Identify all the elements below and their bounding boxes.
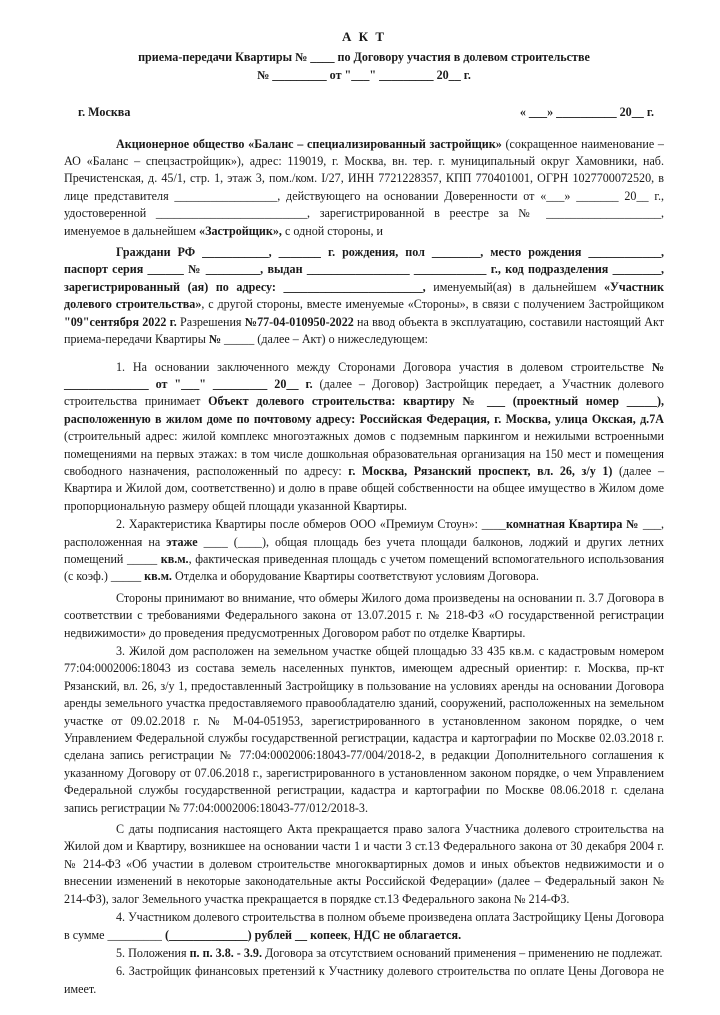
- date-blank: « ___» __________ 20__ г.: [519, 105, 654, 120]
- participant-term: «Участник долевого строительства»: [64, 279, 664, 312]
- permit-number: №77-04-010950-2022: [244, 314, 354, 329]
- clause-1: 1. На основании заключенного между Сторонами Договора участия в долевом строительстве № ______________ от "___" _________ 20__ г. (далее – Договор) Застройщик передает, а Участник долевого строительства принимает Объект долевого строительства: квартиру № ___ (проектный номер _____), расположенную в жилом доме по почтовому адресу: Российская Федерация, г. Москва, улица Окская, д.7А (строительный адрес: жилой комплекс многоэтажных домов с подземным паркингом и нежилыми встроенными помещениями на первых этажах: в том числе дошкольная образовательная организация на 150 мест и помещения свободного назначения, расположенный по адресу: г. Москва, Рязанский проспект, вл. 26, з/у 1) (далее – Квартира и Жилой дом, соответственно) и долю в праве общей собственности на общее имущество в Жилом доме пропорциональную размеру общей площади указанной Квартиры.: [64, 359, 664, 513]
- clause-5: 5. Положения п. п. 3.8. - 3.9. Договора за отсутствием оснований применения – применению не подлежат.: [116, 945, 663, 960]
- contract-reference: № _________ от "___" _________ 20__ г.: [257, 67, 471, 82]
- pledge-paragraph: С даты подписания настоящего Акта прекращается право залога Участника долевого строительства на Жилой дом и Квартиру, возникшее на основании части 1 и части 3 ст.13 Федерального закона от 30 декабря 2004 г. № 214-ФЗ «Об участии в долевом строительстве многоквартирных домов и иных объектов недвижимости и о внесении изменений в некоторые законодательные акты Российской Федерации» (далее – Федеральный закон № 214-ФЗ), залог Земельного участка прекращается в порядке ст.13 Федерального закона № 214-ФЗ.: [64, 822, 664, 906]
- citizen-details: Граждани РФ ___________, _______ г. рождения, пол ________, место рождения ____________, паспорт серия ______ № _________, выдан _________________ ____________ г., код подразделения ________, зарегистрированный (ая) по адресу: _______________________,: [64, 245, 664, 294]
- clause-2: 2. Характеристика Квартиры после обмеров ООО «Премиум Стоун»: ____комнатная Квартира № ___, расположенная на этаже ____ (____), общая площадь без учета площади балконов, лоджий и других летних помещений _____ кв.м., фактическая приведенная площадь с учетом помещений вспомогательного использования (с коэф.) _____ кв.м. Отделка и оборудование Квартиры соответствуют условиям Договора.: [64, 517, 665, 584]
- company-name: Акционерное общество «Баланс – специализированный застройщик»: [116, 136, 502, 151]
- clause-6: 6. Застройщик финансовых претензий к Участнику долевого строительства по оплате Цены Договора не имеет.: [64, 964, 664, 996]
- developer-term: «Застройщик»,: [199, 223, 282, 238]
- measurements-paragraph: Стороны принимают во внимание, что обмеры Жилого дома произведены на основании п. 3.7 Договора в соответствии с требованиями Федерального закона от 13.07.2015 г. № 218-ФЗ «О государственной регистрации недвижимости» до проведения предусмотренных Договором работ по отделке Квартиры.: [64, 590, 664, 640]
- intro-paragraph: Акционерное общество «Баланс – специализированный застройщик» (сокращенное наименование – АО «Баланс – спецзастройщик»), адрес: 119019, г. Москва, вн. тер. г. муниципальный округ Хамовники, наб. Пречистенская, д. 45/1, стр. 1, этаж 3, пом./ком. I/27, ИНН 7721228357, КПП 770401001, ОГРН 1027700072520, в лице представителя _________________, действующего на основании Доверенности от «___» _______ 20__ г., удостоверенной _________________________, зарегистрированной в реестре за № ___________________, именуемое в дальнейшем «Застройщик», с одной стороны, и: [64, 136, 664, 238]
- vat-note: НДС не облагается.: [353, 927, 462, 942]
- citizen-paragraph: Граждани РФ ___________, _______ г. рождения, пол ________, место рождения ____________, паспорт серия ______ № _________, выдан _________________ ____________ г., код подразделения ________, зарегистрированный (ая) по адресу: _______________________, именуемый(ая) в дальнейшем «Участник долевого строительства», с другой стороны, вместе именуемые «Стороны», в связи с получением Застройщиком "09"сентября 2022 г. Разрешения №77-04-010950-2022 на ввод объекта в эксплуатацию, составили настоящий Акт приема-передачи Квартиры № _____ (далее – Акт) о нижеследующем:: [64, 245, 664, 347]
- contract-number: № ______________ от "___" _________ 20__ г.: [64, 359, 664, 391]
- clause-3: 3. Жилой дом расположен на земельном участке общей площадью 33 435 кв.м. с кадастровым номером 77:04:0002006:18043 из состава земель населенных пунктов, имеющем адресный ориентир: г. Москва, пр-кт Рязанский, вл. 26, з/у 1, предоставленный Застройщику в пользование на условиях аренды на основании Договора аренды земельного участка предоставляемого правообладателю зданий, сооружений, расположенных на земельном участке от 09.02.2018 г. № М-04-051953, зарегистрированного в установленном законом порядке, о чем Управлением Федеральной службы государственной регистрации, кадастра и картографии по Москве 02.03.2018 г. сделана запись регистрации № 77:04:0002006:18043-77/004/2018-2, в редакции Дополнительного соглашения к указанному Договору от 07.06.2018 г., зарегистрированного в установленном законом порядке, о чем Управлением Федеральной службы государственной регистрации, кадастра и картографии по Москве 08.06.2018 г. сделана запись регистрации № 77:04:0002006:18043-77/012/2018-3.: [64, 644, 664, 815]
- object-description: Объект долевого строительства: квартиру № ___ (проектный номер _____), расположенную в жилом доме по почтовому адресу: Российская Федерация, г. Москва, улица Окская, д.7А: [64, 394, 664, 426]
- document-title: А К Т: [342, 29, 386, 44]
- clause-4: 4. Участником долевого строительства в полном объеме произведена оплата Застройщику Цены Договора в сумме _________ (_____________) рублей __ копеек, НДС не облагается.: [64, 910, 664, 942]
- price-amount: (_____________) рублей __ копеек: [164, 927, 348, 942]
- construction-address: г. Москва, Рязанский проспект, вл. 26, з/у 1): [348, 463, 613, 478]
- document-subtitle: приема-передачи Квартиры № ____ по Договору участия в долевом строительстве: [138, 50, 590, 65]
- city-label: г. Москва: [78, 105, 131, 120]
- permit-date: "09"сентября 2022 г.: [64, 314, 177, 329]
- place-date-row: [78, 104, 654, 121]
